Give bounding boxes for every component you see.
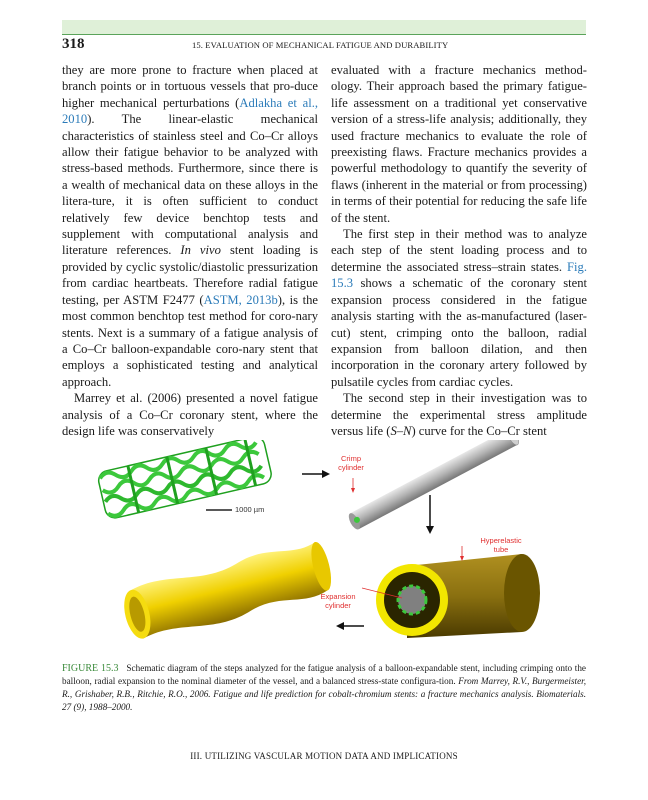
arrow-left-icon <box>336 622 364 630</box>
paragraph: evaluated with a fracture mechanics method-ology. Their approach based the primary fatigue-life assessment on a traditional yet conservative version of a stress-life analysis; additionally, they used fracture mechanics to evaluate the role of preexisting flaws. Fracture mechanics provides a powerful methodology to quantify the severity of flaws (inherent in the material or from processing) in terms of their potential for reducing the safe life of the stent. <box>331 63 587 225</box>
expansion-cylinder-label: Expansion cylinder <box>320 592 356 610</box>
page-number: 318 <box>62 36 85 52</box>
left-column <box>62 62 318 439</box>
hyperelastic-tube-label: Hyperelastic tube <box>480 536 522 554</box>
caption-source: From Marrey, R.V., Burgermeister, R., Grishaber, R.B., Ritchie, R.O., 2006. Fatigue and life prediction for cobalt-chromium stents: a fracture mechanics analysis. Biomaterials. 27 (9), 1988–2000. <box>62 676 587 712</box>
paragraph: Marrey et al. (2006) presented a novel fatigue analysis of a Co–Cr coronary stent, where the design life was conservatively <box>62 391 318 438</box>
arrow-down-icon <box>426 495 434 534</box>
figure-reference-link[interactable]: Fig. 15.3 <box>331 259 587 291</box>
paragraph: they are more prone to fracture when placed at branch points or in tortuous vessels that pro-duce higher mechanical perturbations (Adlakha et al., 2010). The linear-elastic mechanical characteristics of stainless steel and Co–Cr alloys allow their fatigue behavior to be analyzed with stress-based methods. Furthermore, since there is a wealth of mechanical data on these alloys in the litera-ture, it is often sufficient to conduct relatively few device benchtop tests and supplement with computational analysis and literature references. In vivo stent loading is provided by cyclic systolic/diastolic pressurization from cardiac heartbeats. Therefore radial fatigue testing, per ASTM F2477 (ASTM, 2013b), is the most common benchtop test method for coro-nary stents. Next is a summary of a fatigue analysis of a Co–Cr balloon-expandable coro-nary stent that employs a sophisticated testing and analytical approach. <box>62 63 318 389</box>
caption-text: Schematic diagram of the steps analyzed for the fatigue analysis of a balloon-expandable stent, including crimping onto the balloon, radial expansion to the nominal diameter of the vessel, and a balanced stress-state configura-tion. <box>62 663 586 686</box>
figure-caption <box>62 662 586 714</box>
right-column <box>331 62 587 439</box>
header-bar <box>62 20 586 34</box>
running-title: 15. EVALUATION OF MECHANICAL FATIGUE AND DURABILITY <box>192 40 449 50</box>
header-rule <box>62 34 586 35</box>
citation-link[interactable]: Adlakha et al., 2010 <box>62 95 318 127</box>
hyperelastic-tube-illustration <box>376 554 540 638</box>
paragraph: The second step in their investigation was to determine the experimental stress amplitude versus life (S–N) curve for the Co–Cr stent <box>331 391 587 438</box>
crimp-cylinder-label: Crimp cylinder <box>338 454 364 472</box>
scale-bar-label: 1000 µm <box>235 505 265 514</box>
figure-number: FIGURE 15.3 <box>62 663 119 674</box>
expanded-tube-illustration <box>119 538 337 645</box>
paragraph: The first step in their method was to analyze each step of the stent loading process and to determine the associated stress–strain states. Fig. 15.3 shows a schematic of the coronary stent expansion process considered in the fatigue analysis starting with the as-manufactured (laser-cut) stent, crimping onto the balloon, radial expansion from balloon dilation, and then incorporation in the coronary artery followed by pulsatile cycles from cardiac cycles. <box>331 227 587 389</box>
citation-link[interactable]: ASTM, 2013b <box>203 292 278 307</box>
figure-15-3 <box>62 440 586 655</box>
page-footer: III. UTILIZING VASCULAR MOTION DATA AND IMPLICATIONS <box>190 751 458 761</box>
